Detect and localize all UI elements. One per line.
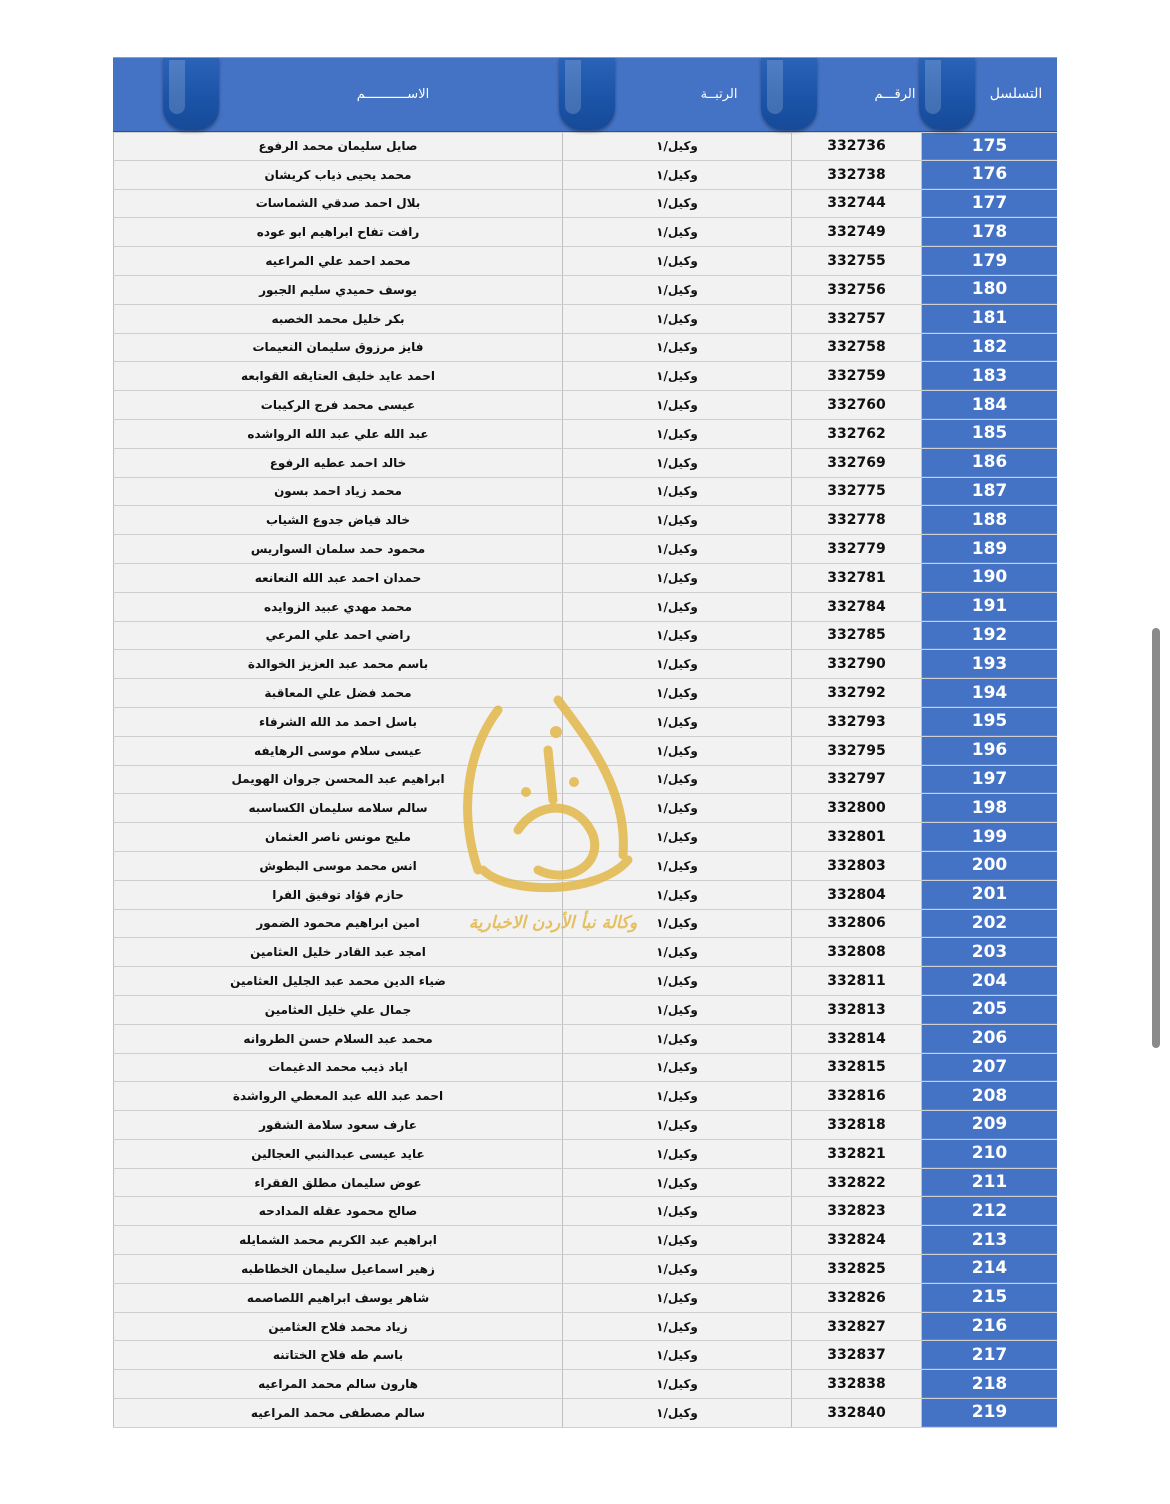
table-row — [113, 650, 1057, 679]
row-seq: 181 — [922, 305, 1057, 333]
table-row — [113, 535, 1057, 564]
row-number: 332813 — [792, 996, 922, 1024]
table-row — [113, 1341, 1057, 1370]
row-name: عارف سعود سلامة الشقور — [113, 1111, 563, 1139]
table-row — [113, 247, 1057, 276]
row-rank: وكيل/١ — [563, 190, 792, 218]
row-seq: 183 — [922, 362, 1057, 390]
row-name: محمد يحيى ذياب كريشان — [113, 161, 563, 189]
header-name: الاســـــــــــم — [356, 87, 430, 102]
row-rank: وكيل/١ — [563, 794, 792, 822]
table-row — [113, 1399, 1057, 1428]
table-row — [113, 161, 1057, 190]
row-rank: وكيل/١ — [563, 1341, 792, 1369]
row-number: 332775 — [792, 478, 922, 506]
row-rank: وكيل/١ — [563, 593, 792, 621]
row-seq: 192 — [922, 622, 1057, 650]
table-row — [113, 506, 1057, 535]
row-number: 332821 — [792, 1140, 922, 1168]
row-name: عوض سليمان مطلق الفقراء — [113, 1169, 563, 1197]
row-rank: وكيل/١ — [563, 1140, 792, 1168]
row-number: 332838 — [792, 1370, 922, 1398]
row-number: 332808 — [792, 938, 922, 966]
table-row — [113, 1169, 1057, 1198]
row-seq: 214 — [922, 1255, 1057, 1283]
row-name: جمال علي خليل العثامين — [113, 996, 563, 1024]
row-number: 332792 — [792, 679, 922, 707]
row-rank: وكيل/١ — [563, 1255, 792, 1283]
row-number: 332781 — [792, 564, 922, 592]
row-name: زهير اسماعيل سليمان الخطاطبه — [113, 1255, 563, 1283]
row-name: زياد محمد فلاح العثامين — [113, 1313, 563, 1341]
row-seq: 188 — [922, 506, 1057, 534]
table-row — [113, 1313, 1057, 1342]
row-rank: وكيل/١ — [563, 1025, 792, 1053]
row-name: ضياء الدين محمد عبد الجليل العثامين — [113, 967, 563, 995]
row-rank: وكيل/١ — [563, 910, 792, 938]
row-rank: وكيل/١ — [563, 1370, 792, 1398]
header-rank: الرتبــة — [700, 87, 738, 102]
row-rank: وكيل/١ — [563, 564, 792, 592]
row-name: خالد احمد عطيه الرفوع — [113, 449, 563, 477]
row-name: رافت تفاح ابراهيم ابو عوده — [113, 218, 563, 246]
row-rank: وكيل/١ — [563, 1111, 792, 1139]
row-rank: وكيل/١ — [563, 1226, 792, 1254]
row-seq: 185 — [922, 420, 1057, 448]
row-seq: 213 — [922, 1226, 1057, 1254]
row-seq: 208 — [922, 1082, 1057, 1110]
row-name: محمد احمد علي المراعيه — [113, 247, 563, 275]
row-rank: وكيل/١ — [563, 1284, 792, 1312]
row-seq: 215 — [922, 1284, 1057, 1312]
row-number: 332811 — [792, 967, 922, 995]
table-row — [113, 852, 1057, 881]
row-rank: وكيل/١ — [563, 420, 792, 448]
table-row — [113, 1255, 1057, 1284]
row-number: 332824 — [792, 1226, 922, 1254]
header-number: الرقـــم — [874, 87, 916, 102]
row-rank: وكيل/١ — [563, 506, 792, 534]
row-seq: 189 — [922, 535, 1057, 563]
row-name: سالم سلامه سليمان الكساسبه — [113, 794, 563, 822]
row-number: 332804 — [792, 881, 922, 909]
table-row — [113, 449, 1057, 478]
table-row — [113, 823, 1057, 852]
row-name: ابراهيم عبد المحسن جروان الهويمل — [113, 766, 563, 794]
row-seq: 203 — [922, 938, 1057, 966]
row-seq: 182 — [922, 334, 1057, 362]
row-seq: 197 — [922, 766, 1057, 794]
row-number: 332793 — [792, 708, 922, 736]
row-number: 332758 — [792, 334, 922, 362]
row-name: شاهر يوسف ابراهيم اللصاصمه — [113, 1284, 563, 1312]
row-name: هارون سالم محمد المراعيه — [113, 1370, 563, 1398]
row-number: 332800 — [792, 794, 922, 822]
row-rank: وكيل/١ — [563, 1082, 792, 1110]
row-seq: 202 — [922, 910, 1057, 938]
row-number: 332840 — [792, 1399, 922, 1427]
row-seq: 217 — [922, 1341, 1057, 1369]
table-row — [113, 362, 1057, 391]
table-row — [113, 478, 1057, 507]
row-seq: 199 — [922, 823, 1057, 851]
row-seq: 186 — [922, 449, 1057, 477]
row-number: 332837 — [792, 1341, 922, 1369]
row-number: 332756 — [792, 276, 922, 304]
row-rank: وكيل/١ — [563, 708, 792, 736]
row-number: 332738 — [792, 161, 922, 189]
table-row — [113, 910, 1057, 939]
row-number: 332823 — [792, 1197, 922, 1225]
table-row — [113, 1197, 1057, 1226]
row-seq: 198 — [922, 794, 1057, 822]
row-name: باسم محمد عبد العزيز الخوالدة — [113, 650, 563, 678]
row-seq: 207 — [922, 1054, 1057, 1082]
row-seq: 212 — [922, 1197, 1057, 1225]
row-number: 332797 — [792, 766, 922, 794]
row-name: بكر خليل محمد الخصبه — [113, 305, 563, 333]
row-number: 332801 — [792, 823, 922, 851]
row-name: احمد عبد الله عبد المعطي الرواشدة — [113, 1082, 563, 1110]
row-seq: 180 — [922, 276, 1057, 304]
row-number: 332744 — [792, 190, 922, 218]
row-name: عبد الله علي عبد الله الرواشده — [113, 420, 563, 448]
row-rank: وكيل/١ — [563, 852, 792, 880]
row-name: بلال احمد صدقي الشماسات — [113, 190, 563, 218]
watermark-caption: وكالة نبأ الأردن الاخبارية — [468, 913, 638, 933]
row-number: 332818 — [792, 1111, 922, 1139]
table-row — [113, 276, 1057, 305]
row-name: عيسى محمد فرج الركيبات — [113, 391, 563, 419]
row-rank: وكيل/١ — [563, 881, 792, 909]
row-number: 332784 — [792, 593, 922, 621]
row-rank: وكيل/١ — [563, 938, 792, 966]
table-body — [113, 132, 1057, 1428]
header-seq: التسلسل — [989, 86, 1043, 102]
row-name: عيسى سلام موسى الرهايفه — [113, 737, 563, 765]
row-number: 332825 — [792, 1255, 922, 1283]
row-rank: وكيل/١ — [563, 1054, 792, 1082]
row-number: 332795 — [792, 737, 922, 765]
row-number: 332779 — [792, 535, 922, 563]
row-number: 332826 — [792, 1284, 922, 1312]
row-name: محمد عبد السلام حسن الطروانه — [113, 1025, 563, 1053]
table-row — [113, 881, 1057, 910]
row-number: 332815 — [792, 1054, 922, 1082]
row-rank: وكيل/١ — [563, 449, 792, 477]
row-number: 332790 — [792, 650, 922, 678]
table-row — [113, 708, 1057, 737]
row-name: سالم مصطفى محمد المراعيه — [113, 1399, 563, 1427]
row-name: ابراهيم عبد الكريم محمد الشمايله — [113, 1226, 563, 1254]
row-rank: وكيل/١ — [563, 1197, 792, 1225]
row-seq: 205 — [922, 996, 1057, 1024]
table-row — [113, 593, 1057, 622]
row-number: 332749 — [792, 218, 922, 246]
table-row — [113, 1082, 1057, 1111]
table-row — [113, 996, 1057, 1025]
row-rank: وكيل/١ — [563, 161, 792, 189]
row-rank: وكيل/١ — [563, 737, 792, 765]
row-seq: 178 — [922, 218, 1057, 246]
row-rank: وكيل/١ — [563, 276, 792, 304]
row-seq: 179 — [922, 247, 1057, 275]
row-number: 332827 — [792, 1313, 922, 1341]
row-name: انس محمد موسى البطوش — [113, 852, 563, 880]
row-rank: وكيل/١ — [563, 823, 792, 851]
row-rank: وكيل/١ — [563, 1313, 792, 1341]
table-row — [113, 420, 1057, 449]
row-name: مليح مونس ناصر العثمان — [113, 823, 563, 851]
row-number: 332757 — [792, 305, 922, 333]
row-seq: 200 — [922, 852, 1057, 880]
row-number: 332785 — [792, 622, 922, 650]
row-seq: 211 — [922, 1169, 1057, 1197]
row-rank: وكيل/١ — [563, 679, 792, 707]
row-name: محمد فضل علي المعاقبة — [113, 679, 563, 707]
table-row — [113, 190, 1057, 219]
table-row — [113, 1111, 1057, 1140]
row-number: 332769 — [792, 449, 922, 477]
table-row — [113, 305, 1057, 334]
row-number: 332816 — [792, 1082, 922, 1110]
row-name: امين ابراهيم محمود الضمور — [113, 910, 563, 938]
table-row — [113, 334, 1057, 363]
row-name: محمود حمد سلمان السواريس — [113, 535, 563, 563]
row-number: 332822 — [792, 1169, 922, 1197]
table-row — [113, 794, 1057, 823]
table-row — [113, 391, 1057, 420]
table-row — [113, 967, 1057, 996]
row-name: محمد زياد احمد بسون — [113, 478, 563, 506]
row-number: 332814 — [792, 1025, 922, 1053]
row-seq: 175 — [922, 133, 1057, 160]
row-seq: 216 — [922, 1313, 1057, 1341]
row-seq: 196 — [922, 737, 1057, 765]
scrollbar-thumb[interactable] — [1152, 628, 1160, 1048]
row-rank: وكيل/١ — [563, 133, 792, 160]
table-row — [113, 132, 1057, 161]
table-row — [113, 564, 1057, 593]
row-rank: وكيل/١ — [563, 391, 792, 419]
row-seq: 201 — [922, 881, 1057, 909]
table-row — [113, 1226, 1057, 1255]
table-header — [113, 57, 1057, 132]
row-seq: 177 — [922, 190, 1057, 218]
table-row — [113, 1284, 1057, 1313]
row-seq: 193 — [922, 650, 1057, 678]
row-name: عايد عيسى عبدالنبي العجالين — [113, 1140, 563, 1168]
row-number: 332736 — [792, 133, 922, 160]
row-rank: وكيل/١ — [563, 218, 792, 246]
row-seq: 206 — [922, 1025, 1057, 1053]
table-row — [113, 679, 1057, 708]
row-name: حمدان احمد عبد الله النعانعه — [113, 564, 563, 592]
row-rank: وكيل/١ — [563, 478, 792, 506]
row-rank: وكيل/١ — [563, 362, 792, 390]
row-rank: وكيل/١ — [563, 622, 792, 650]
row-name: اياد ذيب محمد الدغيمات — [113, 1054, 563, 1082]
row-rank: وكيل/١ — [563, 334, 792, 362]
row-rank: وكيل/١ — [563, 996, 792, 1024]
row-rank: وكيل/١ — [563, 766, 792, 794]
row-seq: 209 — [922, 1111, 1057, 1139]
row-name: امجد عبد القادر خليل العثامين — [113, 938, 563, 966]
table-row — [113, 1370, 1057, 1399]
row-seq: 219 — [922, 1399, 1057, 1427]
row-number: 332806 — [792, 910, 922, 938]
row-seq: 187 — [922, 478, 1057, 506]
row-number: 332778 — [792, 506, 922, 534]
row-name: صالح محمود عقله المدادحه — [113, 1197, 563, 1225]
table-row — [113, 1025, 1057, 1054]
table-row — [113, 938, 1057, 967]
row-name: راضي احمد علي المرعي — [113, 622, 563, 650]
row-number: 332762 — [792, 420, 922, 448]
row-seq: 191 — [922, 593, 1057, 621]
row-rank: وكيل/١ — [563, 650, 792, 678]
row-seq: 176 — [922, 161, 1057, 189]
row-name: فايز مرزوق سليمان النعيمات — [113, 334, 563, 362]
row-name: خالد فياض جدوع الشياب — [113, 506, 563, 534]
row-name: محمد مهدي عبيد الزوايده — [113, 593, 563, 621]
row-number: 332759 — [792, 362, 922, 390]
row-seq: 190 — [922, 564, 1057, 592]
row-seq: 184 — [922, 391, 1057, 419]
table-row — [113, 1054, 1057, 1083]
row-rank: وكيل/١ — [563, 1169, 792, 1197]
table-row — [113, 737, 1057, 766]
row-rank: وكيل/١ — [563, 247, 792, 275]
row-number: 332755 — [792, 247, 922, 275]
row-seq: 195 — [922, 708, 1057, 736]
row-number: 332803 — [792, 852, 922, 880]
table-row — [113, 622, 1057, 651]
table-row — [113, 218, 1057, 247]
row-seq: 204 — [922, 967, 1057, 995]
row-name: احمد عايد خليف العتايقه القوابعه — [113, 362, 563, 390]
personnel-table — [113, 57, 1057, 1428]
table-row — [113, 766, 1057, 795]
row-rank: وكيل/١ — [563, 1399, 792, 1427]
table-row — [113, 1140, 1057, 1169]
row-number: 332760 — [792, 391, 922, 419]
row-name: يوسف حميدي سليم الجبور — [113, 276, 563, 304]
row-name: صايل سليمان محمد الرفوع — [113, 133, 563, 160]
row-name: حازم فؤاد توفيق الفرا — [113, 881, 563, 909]
row-name: باسم طه فلاح الختاتنه — [113, 1341, 563, 1369]
row-seq: 210 — [922, 1140, 1057, 1168]
row-rank: وكيل/١ — [563, 305, 792, 333]
row-name: باسل احمد مد الله الشرفاء — [113, 708, 563, 736]
row-rank: وكيل/١ — [563, 967, 792, 995]
row-rank: وكيل/١ — [563, 535, 792, 563]
row-seq: 218 — [922, 1370, 1057, 1398]
row-seq: 194 — [922, 679, 1057, 707]
